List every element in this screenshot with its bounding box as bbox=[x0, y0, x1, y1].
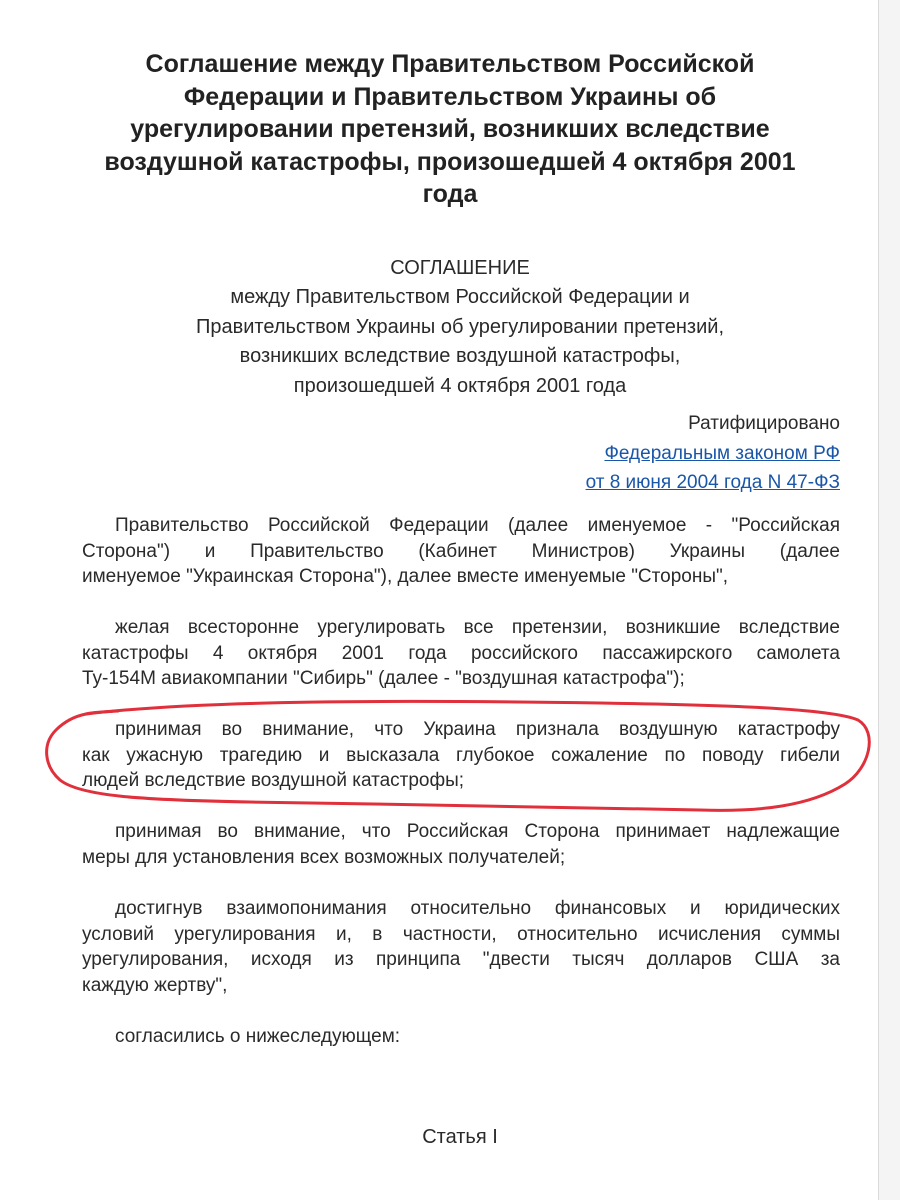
title-line: года bbox=[422, 180, 478, 208]
paragraph-line: принимая во внимание, что Российская Сторона принимает надлежащие bbox=[115, 821, 840, 842]
paragraph-line: Ту-154М авиакомпании "Сибирь" (далее - "воздушная катастрофа"); bbox=[82, 668, 685, 689]
paragraph-line: людей вследствие воздушной катастрофы; bbox=[82, 770, 465, 791]
paragraph-line: меры для установления всех возможных получателей; bbox=[82, 846, 566, 868]
paragraph-russia-measures bbox=[82, 819, 840, 870]
paragraph-parties bbox=[82, 513, 840, 590]
ratification-block bbox=[440, 409, 840, 498]
highlight-ellipse-overlap bbox=[86, 711, 118, 714]
paragraph-line: именуемое "Украинская Сторона"), далее вместе именуемые "Стороны", bbox=[82, 566, 729, 587]
subtitle-line: Правительством Украины об урегулировании претензий, bbox=[196, 315, 724, 338]
paragraph-line: принимая во внимание, что Украина признала воздушную катастрофу bbox=[115, 719, 840, 740]
agreement-subtitle bbox=[40, 283, 880, 401]
agreement-heading: СОГЛАШЕНИЕ bbox=[390, 257, 530, 279]
page-edge-shade bbox=[879, 0, 900, 1200]
paragraph-line: условий урегулирования и, в частности, относительно исчисления суммы bbox=[82, 923, 840, 945]
paragraph-desiring bbox=[82, 615, 840, 692]
paragraph-understanding bbox=[82, 896, 840, 998]
title-line: воздушной катастрофы, произошедшей 4 октября 2001 bbox=[104, 147, 796, 176]
paragraph-line: Сторона") и Правительство (Кабинет Министров) Украины (далее bbox=[82, 540, 840, 562]
paragraph-line: достигнув взаимопонимания относительно финансовых и юридических bbox=[115, 898, 840, 919]
document-title bbox=[70, 48, 830, 211]
article-heading: Статья I bbox=[422, 1126, 498, 1148]
title-line: Федерации и Правительством Украины об bbox=[183, 82, 717, 111]
subtitle-line: между Правительством Российской Федерации и bbox=[230, 286, 690, 308]
paragraph-line: каждую жертву", bbox=[82, 974, 228, 996]
paragraph-line: как ужасную трагедию и высказала глубокое сожаление по поводу гибели bbox=[82, 744, 840, 766]
paragraph-line: урегулирования, исходя из принципа "двести тысяч долларов США за bbox=[82, 949, 840, 970]
title-line: урегулировании претензий, возникших вследствие bbox=[130, 115, 770, 143]
paragraph-line: Правительство Российской Федерации (далее именуемое - "Российская bbox=[115, 515, 840, 536]
ratification-label: Ратифицировано bbox=[688, 413, 840, 434]
subtitle-line: произошедшей 4 октября 2001 года bbox=[293, 374, 627, 397]
title-line: Соглашение между Правительством Российской bbox=[145, 50, 755, 78]
paragraph-line: согласились о нижеследующем: bbox=[115, 1026, 401, 1047]
paragraph-agreed bbox=[82, 1024, 840, 1050]
paragraph-line: катастрофы 4 октября 2001 года российского пассажирского самолета bbox=[82, 642, 840, 664]
federal-law-link[interactable]: Федеральным законом РФ bbox=[604, 442, 840, 464]
page-edge bbox=[878, 0, 879, 1200]
paragraph-line: желая всесторонне урегулировать все претензии, возникшие вследствие bbox=[115, 617, 840, 638]
federal-law-date-link[interactable]: от 8 июня 2004 года N 47-ФЗ bbox=[585, 472, 840, 493]
paragraph-ukraine-recognition bbox=[82, 717, 840, 794]
subtitle-line: возникших вследствие воздушной катастрофы, bbox=[239, 345, 681, 367]
